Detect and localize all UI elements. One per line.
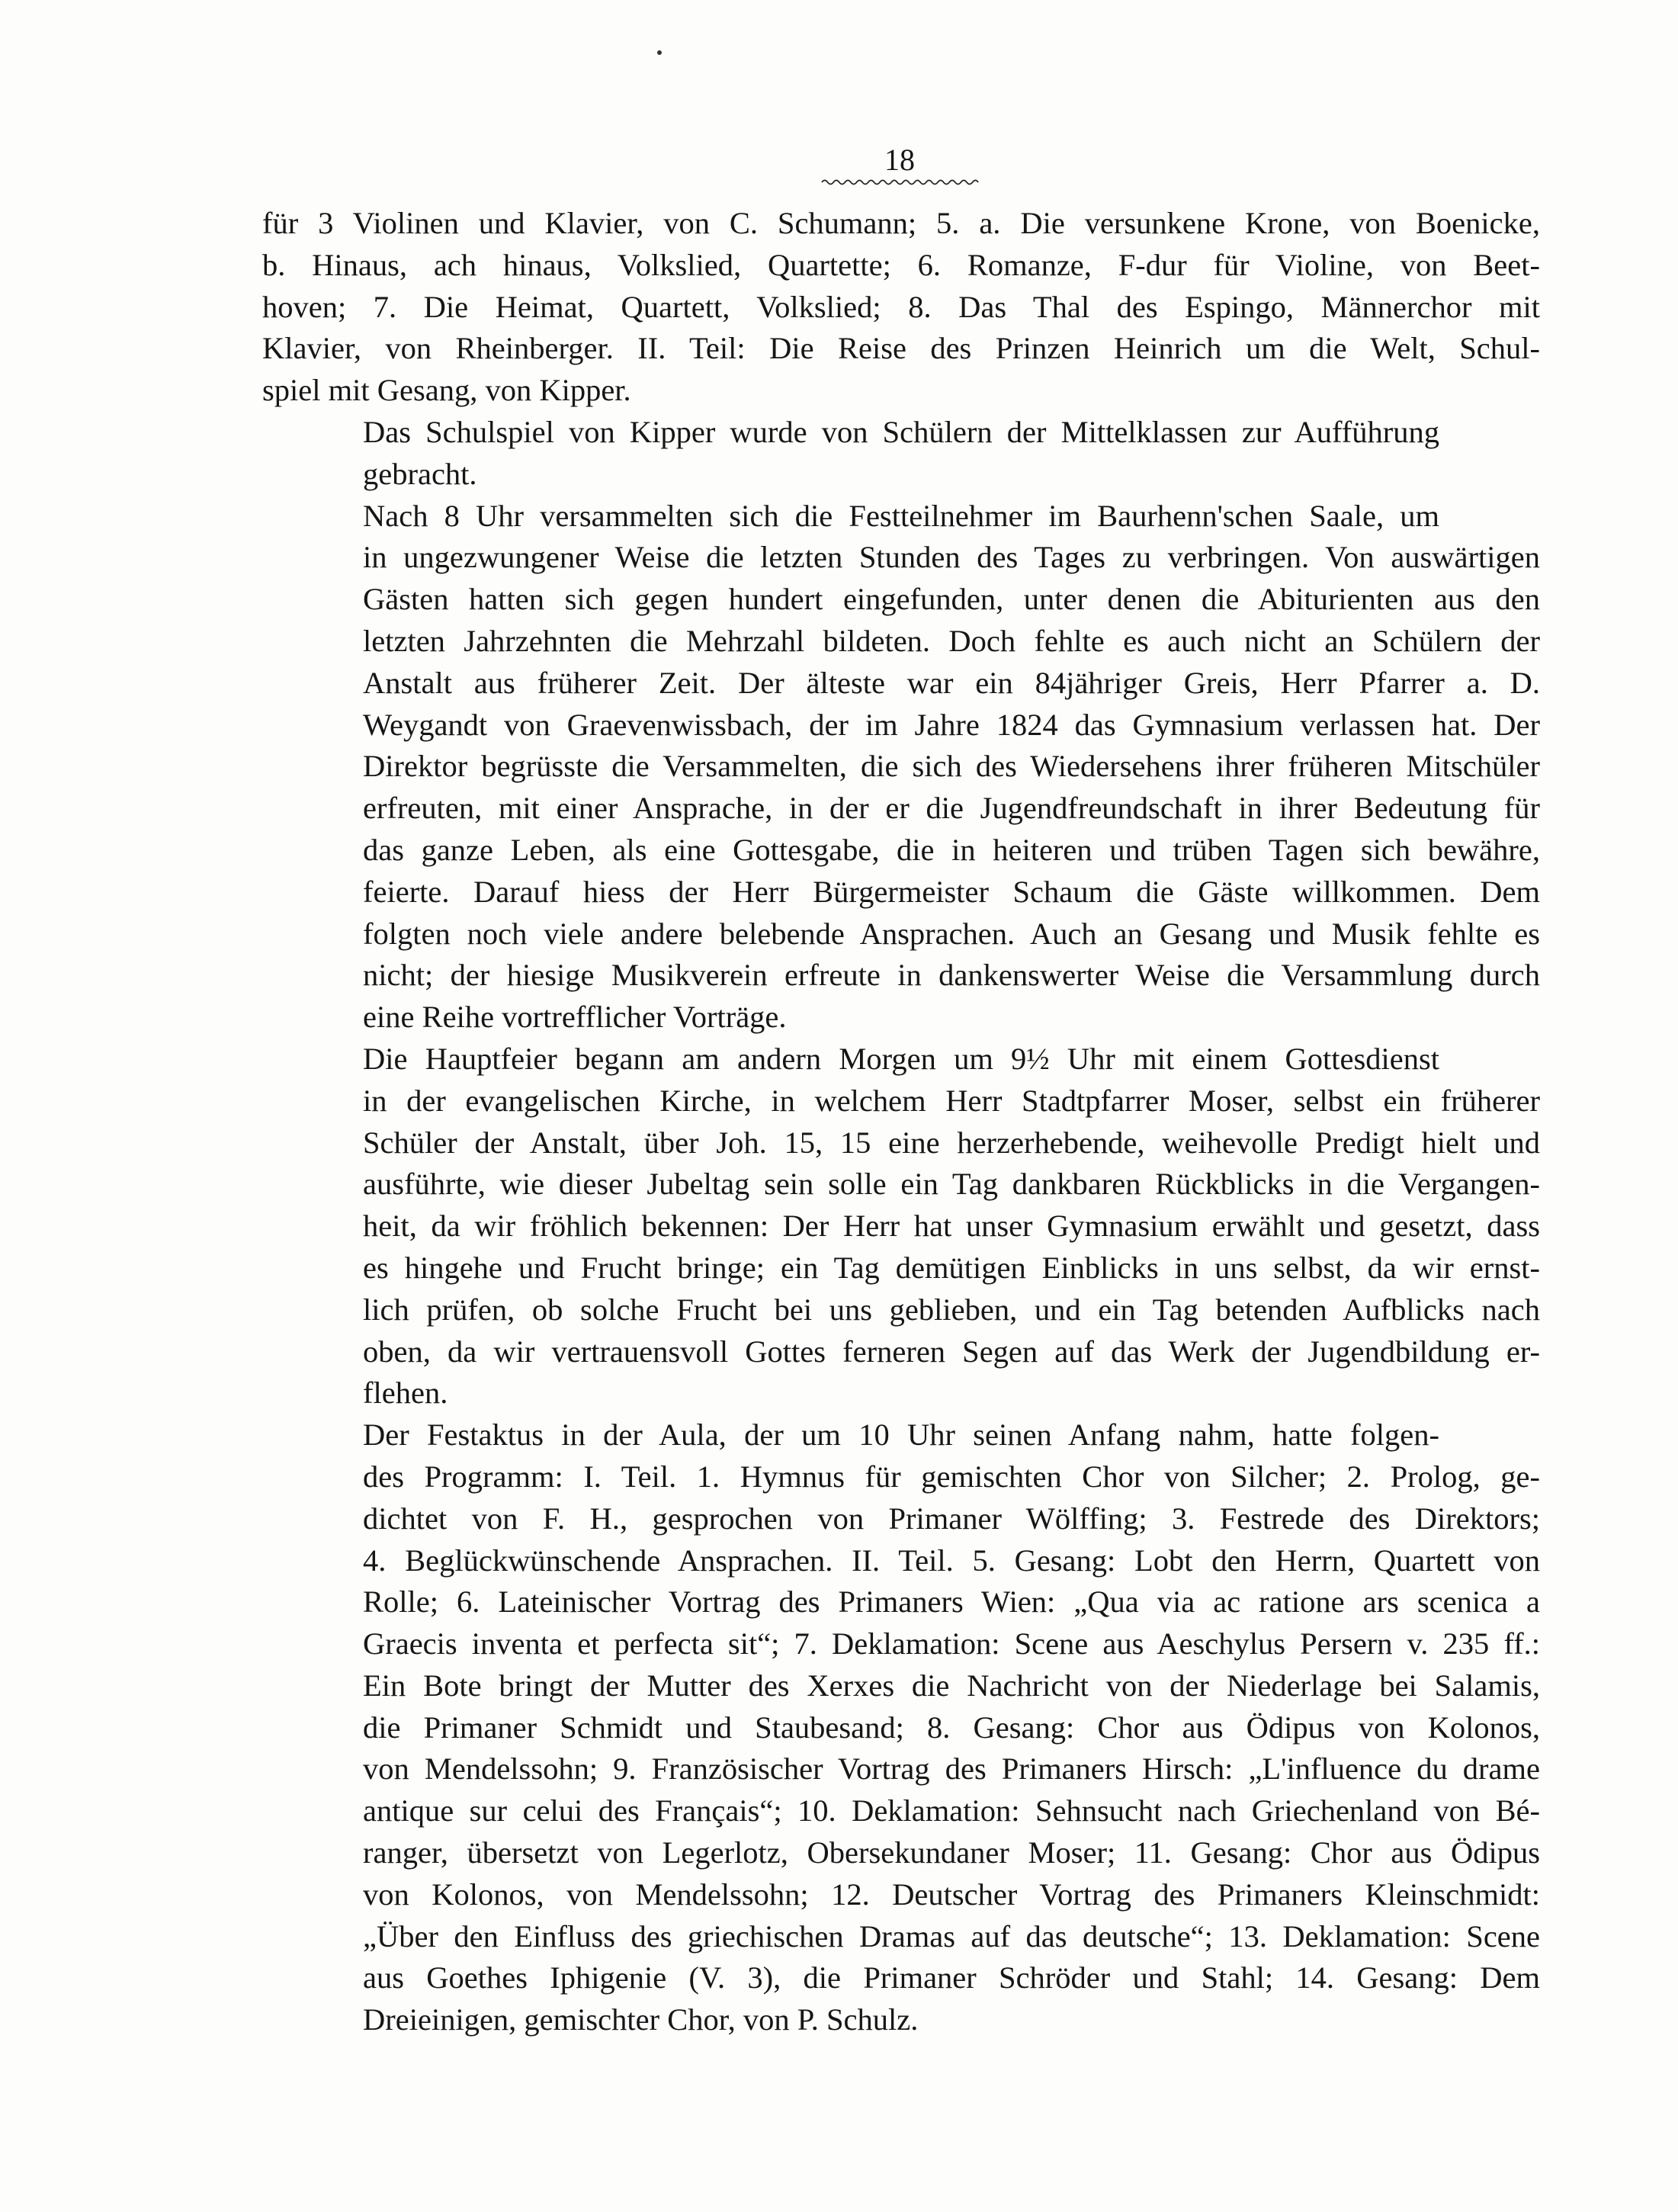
text-line: von Mendelssohn; 9. Französischer Vortrag des Primaners Hirsch: „L'influence du drame <box>363 1751 1540 1787</box>
text-line: letzten Jahrzehnten die Mehrzahl bildeten. Doch fehlte es auch nicht an Schülern der <box>363 623 1540 658</box>
text-line: Graecis inventa et perfecta sit“; 7. Deklamation: Scene aus Aeschylus Persern v. 235 ff.: <box>363 1626 1540 1661</box>
text-line: ausführte, wie dieser Jubeltag sein solle ein Tag dankbaren Rückblicks in die Vergangen- <box>363 1167 1540 1202</box>
text-line: Nach 8 Uhr versammelten sich die Festteilnehmer im Baurhenn'schen Saale, um <box>363 498 1439 533</box>
text-line: von Kolonos, von Mendelssohn; 12. Deutscher Vortrag des Primaners Kleinschmidt: <box>363 1877 1540 1912</box>
paragraph-1 <box>262 203 1540 412</box>
text-line: Schüler der Anstalt, über Joh. 15, 15 eine herzerhebende, weihevolle Predigt hielt und <box>363 1125 1540 1160</box>
text-line: hoven; 7. Die Heimat, Quartett, Volkslied; 8. Das Thal des Espingo, Männerchor mit <box>262 289 1540 324</box>
paragraph-4 <box>262 1039 1540 1414</box>
page-number-ornament <box>793 177 1006 188</box>
text-line: flehen. <box>363 1376 448 1411</box>
text-line: spiel mit Gesang, von Kipper. <box>262 373 631 408</box>
text-line: Dreieinigen, gemischter Chor, von P. Schulz. <box>363 2002 919 2037</box>
text-line: Direktor begrüsste die Versammelten, die sich des Wiedersehens ihrer früheren Mitschüler <box>363 749 1540 784</box>
text-line: Anstalt aus früherer Zeit. Der älteste war ein 84jähriger Greis, Herr Pfarrer a. D. <box>363 665 1540 700</box>
text-line: folgten noch viele andere belebende Ansprachen. Auch an Gesang und Musik fehlte es <box>363 916 1540 951</box>
text-line: erfreuten, mit einer Ansprache, in der er die Jugendfreundschaft in ihrer Bedeutung für <box>363 791 1540 826</box>
text-line: des Programm: I. Teil. 1. Hymnus für gemischten Chor von Silcher; 2. Prolog, ge- <box>363 1459 1540 1494</box>
text-line: das ganze Leben, als eine Gottesgabe, die in heiteren und trüben Tagen sich bewähre, <box>363 832 1540 867</box>
text-line: es hingehe und Frucht bringe; ein Tag demütigen Einblicks in uns selbst, da wir ernst- <box>363 1250 1540 1285</box>
text-line: b. Hinaus, ach hinaus, Volkslied, Quartette; 6. Romanze, F-dur für Violine, von Beet- <box>262 247 1540 282</box>
text-line: Weygandt von Graevenwissbach, der im Jahre 1824 das Gymnasium verlassen hat. Der <box>363 707 1540 742</box>
paragraph-2 <box>262 412 1540 496</box>
text-line: heit, da wir fröhlich bekennen: Der Herr hat unser Gymnasium erwählt und gesetzt, dass <box>363 1209 1540 1244</box>
text-line: feierte. Darauf hiess der Herr Bürgermeister Schaum die Gäste willkommen. Dem <box>363 874 1540 909</box>
text-line: die Primaner Schmidt und Staubesand; 8. Gesang: Chor aus Ödipus von Kolonos, <box>363 1710 1540 1745</box>
text-line: Die Hauptfeier begann am andern Morgen um 9½ Uhr mit einem Gottesdienst <box>363 1041 1439 1076</box>
text-line: aus Goethes Iphigenie (V. 3), die Primaner Schröder und Stahl; 14. Gesang: Dem <box>363 1960 1540 1995</box>
text-line: 4. Beglückwünschende Ansprachen. II. Teil. 5. Gesang: Lobt den Herrn, Quartett von <box>363 1543 1540 1578</box>
text-line: ranger, übersetzt von Legerlotz, Obersekundaner Moser; 11. Gesang: Chor aus Ödipus <box>363 1835 1540 1870</box>
text-body <box>262 203 1540 2063</box>
text-line: eine Reihe vortrefflicher Vorträge. <box>363 1000 787 1035</box>
text-line: gebracht. <box>363 456 477 491</box>
text-line: dichtet von F. H., gesprochen von Primaner Wölffing; 3. Festrede des Direktors; <box>363 1501 1540 1536</box>
text-line: für 3 Violinen und Klavier, von C. Schumann; 5. a. Die versunkene Krone, von Boenicke, <box>262 206 1540 240</box>
text-line: antique sur celui des Français“; 10. Deklamation: Sehnsucht nach Griechenland von Bé- <box>363 1793 1540 1828</box>
text-line: Klavier, von Rheinberger. II. Teil: Die Reise des Prinzen Heinrich um die Welt, Schul- <box>262 331 1540 366</box>
text-line: „Über den Einfluss des griechischen Dramas auf das deutsche“; 13. Deklamation: Scene <box>363 1918 1540 1954</box>
text-line: Der Festaktus in der Aula, der um 10 Uhr seinen Anfang nahm, hatte folgen- <box>363 1417 1439 1453</box>
text-line: nicht; der hiesige Musikverein erfreute in dankenswerter Weise die Versammlung durch <box>363 958 1540 993</box>
text-line: Rolle; 6. Lateinischer Vortrag des Primaners Wien: „Qua via ac ratione ars scenica a <box>363 1584 1540 1620</box>
text-line: Das Schulspiel von Kipper wurde von Schülern der Mittelklassen zur Aufführung <box>363 414 1439 449</box>
text-line: in der evangelischen Kirche, in welchem Herr Stadtpfarrer Moser, selbst ein früherer <box>363 1083 1540 1118</box>
text-line: oben, da wir vertrauensvoll Gottes ferneren Segen auf das Werk der Jugendbildung er- <box>363 1334 1540 1369</box>
paragraph-3 <box>262 496 1540 1039</box>
text-line: Gästen hatten sich gegen hundert eingefunden, unter denen die Abiturienten aus den <box>363 582 1540 617</box>
ink-speck <box>657 50 662 55</box>
page-number: 18 <box>884 143 915 177</box>
text-line: in ungezwungener Weise die letzten Stunden des Tages zu verbringen. Von auswärtigen <box>363 540 1540 575</box>
text-line: Ein Bote bringt der Mutter des Xerxes die Nachricht von der Niederlage bei Salamis, <box>363 1668 1540 1703</box>
paragraph-5 <box>262 1414 1540 2041</box>
text-line: lich prüfen, ob solche Frucht bei uns geblieben, und ein Tag betenden Aufblicks nach <box>363 1292 1540 1327</box>
